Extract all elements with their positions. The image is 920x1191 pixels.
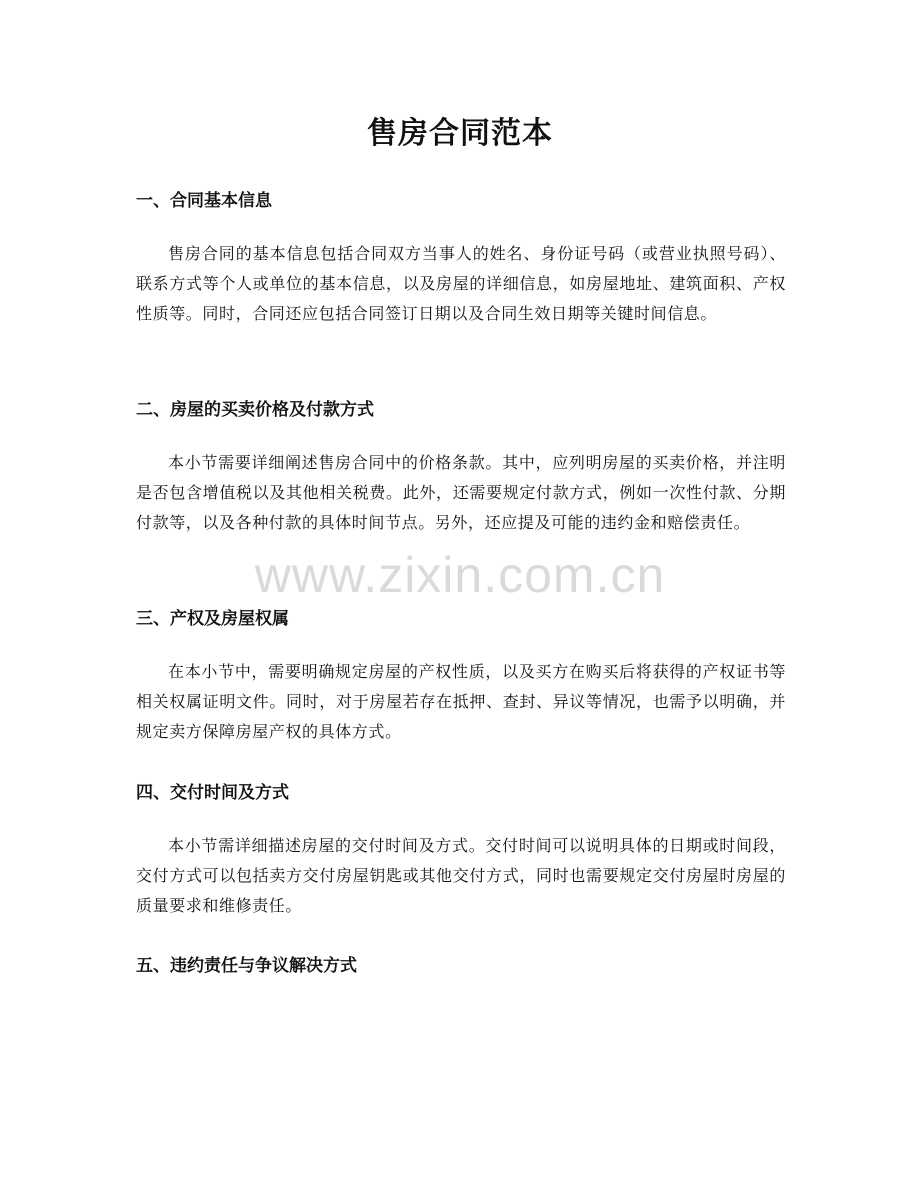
watermark: www.zixin.com.cn [254,547,666,603]
section-heading: 四、交付时间及方式 [136,783,289,803]
section-heading: 五、违约责任与争议解决方式 [136,956,357,976]
section-heading: 二、房屋的买卖价格及付款方式 [136,400,374,420]
section-breach-dispute [136,954,786,978]
section-basic-info [136,189,786,329]
section-paragraph: 售房合同的基本信息包括合同双方当事人的姓名、身份证号码（或营业执照号码）、联系方式等个人或单位的基本信息，以及房屋的详细信息，如房屋地址、建筑面积、产权性质等。同时，合同还应包括合同签订日期以及合同生效日期等关键时间信息。 [136,244,786,323]
section-delivery [136,781,786,921]
section-paragraph: 本小节需详细描述房屋的交付时间及方式。交付时间可以说明具体的日期或时间段，交付方式可以包括卖方交付房屋钥匙或其他交付方式，同时也需要规定交付房屋时房屋的质量要求和维修责任。 [136,836,786,915]
document-title: 售房合同范本 [367,116,553,151]
section-paragraph: 在本小节中，需要明确规定房屋的产权性质，以及买方在购买后将获得的产权证书等相关权属证明文件。同时，对于房屋若存在抵押、查封、异议等情况，也需予以明确，并规定卖方保障房屋产权的具体方式。 [136,662,786,741]
section-paragraph: 本小节需要详细阐述售房合同中的价格条款。其中，应列明房屋的买卖价格，并注明是否包含增值税以及其他相关税费。此外，还需要规定付款方式，例如一次性付款、分期付款等，以及各种付款的具体时间节点。另外，还应提及可能的违约金和赔偿责任。 [136,453,786,532]
section-heading: 三、产权及房屋权属 [136,609,289,629]
section-price-payment [136,398,786,538]
section-heading: 一、合同基本信息 [136,191,272,211]
section-property-rights [136,607,786,747]
